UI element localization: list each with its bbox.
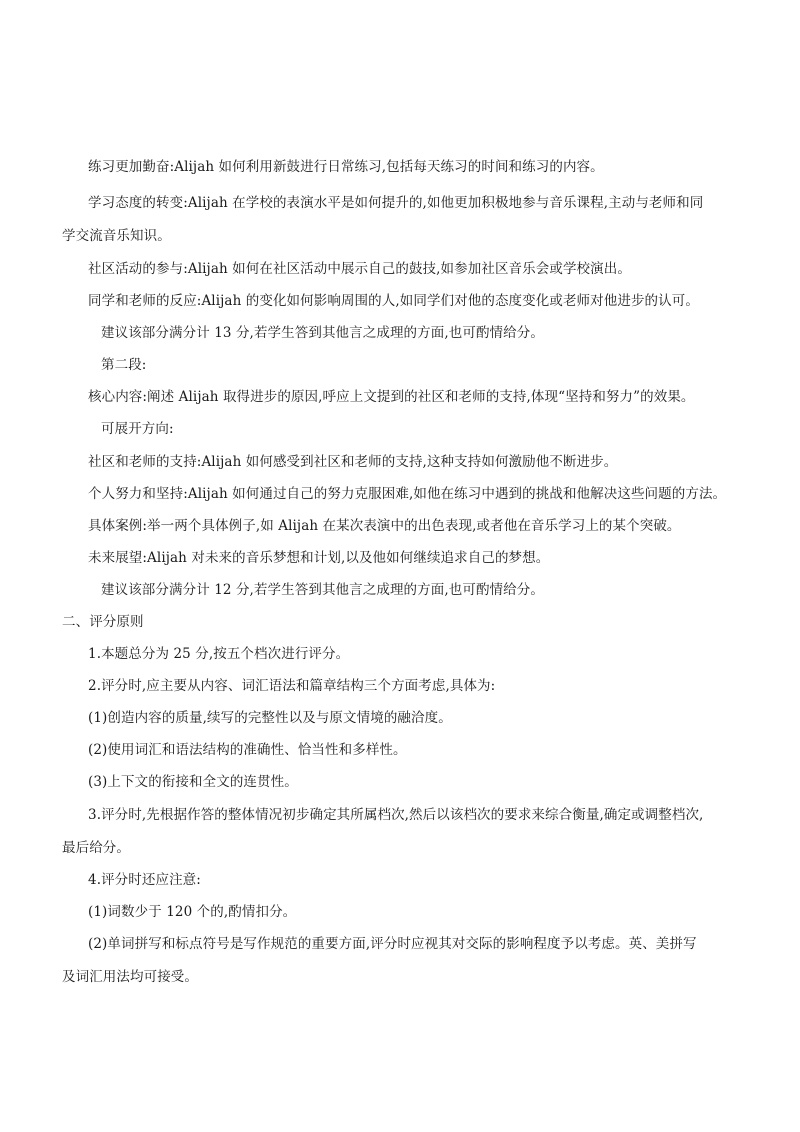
text-line: 及词汇用法均可接受。 [62,969,198,985]
text-line: (1)词数少于 120 个的,酌情扣分。 [88,904,297,920]
text-line: 社区和老师的支持:Alijah 如何感受到社区和老师的支持,这种支持如何激励他不断进步。 [88,454,618,470]
text-line: (2)单词拼写和标点符号是写作规范的重要方面,评分时应视其对交际的影响程度予以考虑。英、美拼写 [88,936,697,952]
text-line: 建议该部分满分计 12 分,若学生答到其他言之成理的方面,也可酌情给分。 [101,582,544,598]
text-line: 同学和老师的反应:Alijah 的变化如何影响周围的人,如同学们对他的态度变化或老师对他进步的认可。 [88,293,699,309]
text-line: (1)创造内容的质量,续写的完整性以及与原文情境的融洽度。 [88,710,452,726]
text-line: 最后给分。 [62,840,130,856]
text-line: 未来展望:Alijah 对未来的音乐梦想和计划,以及他如何继续追求自己的梦想。 [88,550,550,566]
text-line: 4.评分时还应注意: [88,872,201,888]
section-heading: 二、评分原则 [62,614,144,630]
section-heading: 第二段: [101,357,147,373]
text-line: 2.评分时,应主要从内容、词汇语法和篇章结构三个方面考虑,具体为: [88,678,496,694]
text-line: 建议该部分满分计 13 分,若学生答到其他言之成理的方面,也可酌情给分。 [101,325,544,341]
text-line: 学习态度的转变:Alijah 在学校的表演水平是如何提升的,如他更加积极地参与音乐课程,主动与老师和同 [88,195,704,211]
text-line: (3)上下文的衔接和全文的连贯性。 [88,774,298,790]
text-line: 1.本题总分为 25 分,按五个档次进行评分。 [88,646,350,662]
text-line: 练习更加勤奋:Alijah 如何利用新鼓进行日常练习,包括每天练习的时间和练习的内容。 [88,159,604,175]
text-line: 核心内容:阐述 Alijah 取得进步的原因,呼应上文提到的社区和老师的支持,体现“坚持和努力”的效果。 [88,389,695,405]
text-line: 学交流音乐知识。 [62,228,171,244]
text-line: (2)使用词汇和语法结构的准确性、恰当性和多样性。 [88,742,407,758]
text-line: 具体案例:举一两个具体例子,如 Alijah 在某次表演中的出色表现,或者他在音乐学习上的某个突破。 [88,518,681,534]
text-line: 个人努力和坚持:Alijah 如何通过自己的努力克服困难,如他在练习中遇到的挑战和他解决这些问题的方法。 [88,486,727,502]
text-line: 3.评分时,先根据作答的整体情况初步确定其所属档次,然后以该档次的要求来综合衡量,确定或调整档次, [88,807,704,823]
text-line: 可展开方向: [101,421,174,437]
text-line: 社区活动的参与:Alijah 如何在社区活动中展示自己的鼓技,如参加社区音乐会或学校演出。 [88,261,631,277]
